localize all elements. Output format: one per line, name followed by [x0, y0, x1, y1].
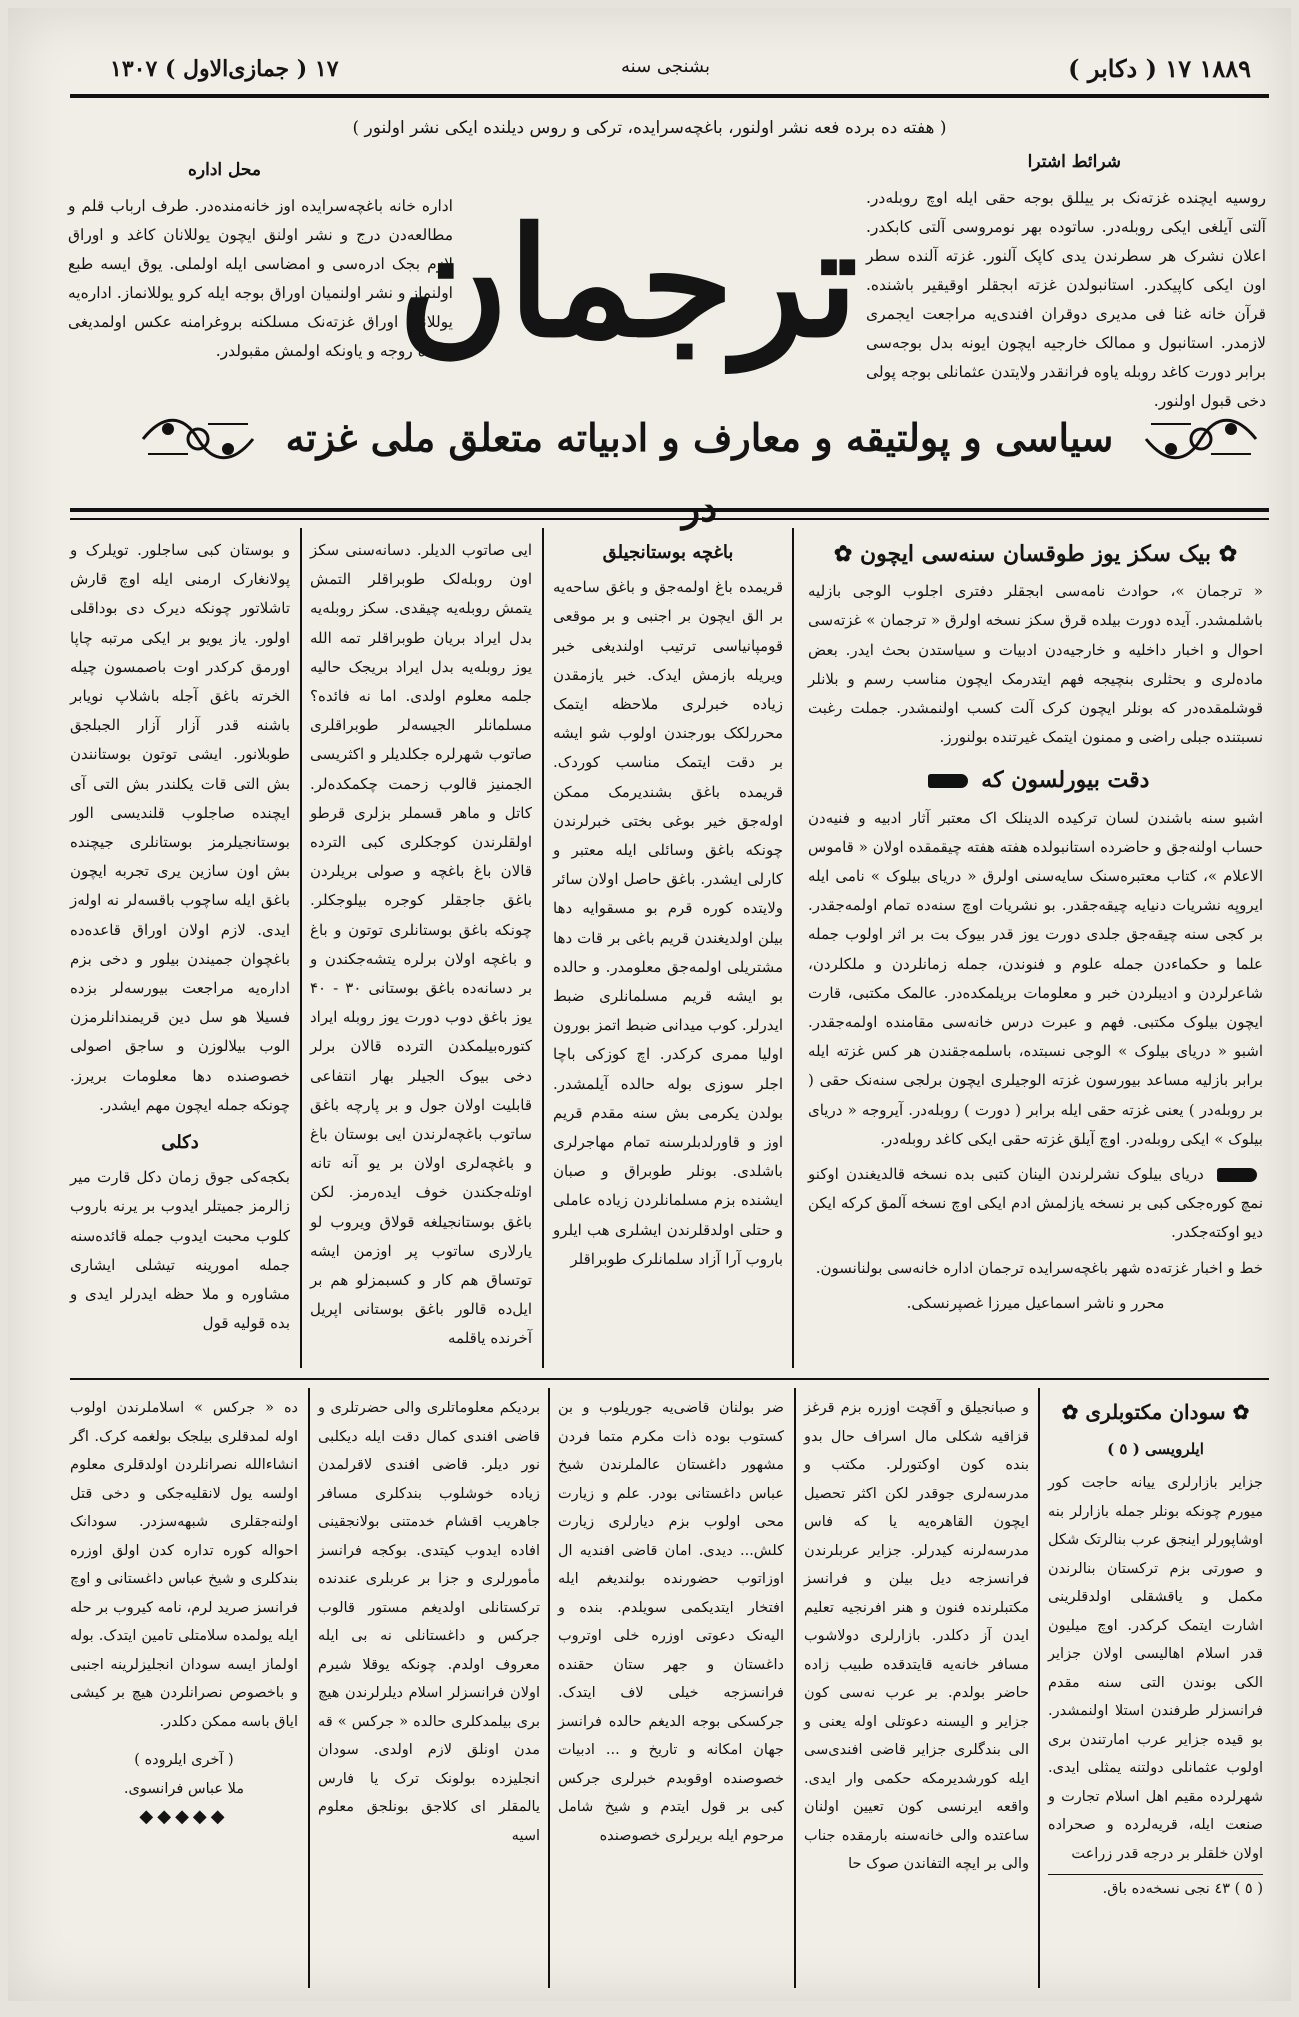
hijri-day-month: ۱۷ ( جمازی‌الاول ) — [164, 56, 339, 82]
attention-heading — [808, 766, 1263, 795]
column-tobacco-cont — [310, 536, 532, 1354]
announcement-heading-text: بیک سکز یوز طوقسان سنه‌سی ایچون — [859, 541, 1212, 567]
column-sudan-3 — [558, 1394, 784, 1850]
right-ornament-icon — [1141, 409, 1261, 469]
column-announcement — [808, 536, 1263, 1318]
sudan-footnote: ( ٥ ) ٤٣ نجی نسخه‌ده باق. — [1048, 1874, 1263, 1904]
column-sudan-4 — [318, 1394, 540, 1850]
top-rule — [70, 94, 1269, 98]
col-divider-2 — [542, 528, 544, 1368]
news-text: و بوستان کبی ساجلور. تویلرک و پولانغارک ارمنی ایله اوچ قارش تاشلاتور چونکه دیرک دی بوداقلی اولور. یاز یویو بر ایکی مرتبه چاپا اورمق کرکدر اوت باصمسون چیله الخرته باغق آجله باشلاپ نویابر باشنه قدر آزار آزار الجبلجق طوبلانور. ایشی توتون بوستانندن بش التی قات یکلندر بش التی آی ایچنده صاجلوب قلندیسی الور بوستانجیلرمز بوستانلری جیچنده بش اون سازین یری تجربه ایچون باغق ایله ساچوب باقسه‌لر نه اوله‌ز ایدی. لازم اولان اوراق قاعده‌ده باغچوان جمیندن بیلور و دخی بزم اداره‌یه مراجعت بیورسه‌لر بزده فسیلا هو سل دین قریمندانلرمزن الوب بیلالوزن و ساجق اصولی خصوصنده دها معلومات بریرز. چونکه جمله ایچون مهم ایشدر. — [70, 541, 290, 1114]
masthead-rule-2 — [70, 518, 1269, 520]
sudan-heading — [1048, 1398, 1263, 1427]
tobacco-text: قریمده باغ اولمه‌جق و باغق ساحه‌یه بر الق ایچون بر اجنبی و بر موقعی قومپانیاسی ترتیب اولندیغی خبر ویریله بازمش ایدک. خبر یازمقدن زیاده خبرلری ملاحظه ایتمک محررلکک بورجندن اولوب شو ایشه بر دقت ایتمک مناسب کوردک. قریمده باغق بشندیرمک ممکن اوله‌جق خیر بوغی بختی خبرلرندن چونکه باغق وسائلی ایله معتبر و کارلی ایشدر. باغق حاصل اولان سائر ولایتده کوره قرم بو مسقوایه دها بیلن اولدیغندن قریم باغی بر قات دها مشتریلی اولمه‌جق معلومدر. و حالده بو ایشه قریم مسلمانلری ضبط ایدرلر. کوب میدانی ضبط اتمز بورون اولیا ممری کرکدر. اچ کوزکی باچا اجلر سوزی بوله حالده آیلمشدر. بولدن یکرمی بش سنه مقدم قریم اوز و قاورلدبلرسنه تمام مهاجرلری باشلدی. بونلر طوبراق و صبان ایشنده بزم مسلمانلردن زیاده عاملی و حتلی اولدقلرندن ایشلری هب ایلرو باروب آرا آزاد سلمانلرک طوبراقلر — [553, 578, 783, 1268]
column-news — [70, 536, 290, 1338]
sudan-subheading: ایلرویسی ( ٥ ) — [1107, 1439, 1204, 1458]
tobacco-heading-text: باغچه بوستانجیلق — [602, 542, 734, 563]
newspaper-page — [8, 8, 1291, 2001]
flower-icon: ✿ — [1061, 1400, 1079, 1424]
masthead-title: ترجمان — [398, 195, 858, 371]
masthead-tagline: سیاسی و پولتیقه و معارف و ادبیاته متعلق ملی غزته در — [285, 415, 1114, 530]
announcement-intro: « ترجمان »، حوادث نامه‌سی ابجقلر دفتری اجلوب الوجی بازلیه باشلمشدر. آیده دورت بیلده قرق سکز نسخه اولرق « ترجمان » غزته‌سی احوال و اخبار داخلیه و خارجیه‌دن ادبیات و سیاستدن بحث ایدر. بعض ماده‌لری و بحثلری بنچیجه فهم ایتدرمک ایچون مناسب رسم و بلانلر قوشلمقده‌در که بونلر ایچون کرک آلت کسب اولنمشدر. جملت رغبت نسبتنده جبلی راضی و ممنون ایتمک غیرتنده بولنورز. — [808, 582, 1263, 747]
sudan-text-3: ضر بولنان قاضی‌یه جوریلوب و بن کستوب بوده ذات مکرم متما فردن مشهور داغستان عالملرندن شیخ عباس داغستانی بودر. علم و زیارت محی اولوب بزم دیارلری زیارت کلش... دیدی. امان قاضی افندیه ال اوزاتوب حضورنده بولندیغم ایله افتخار ایتدیکمی سویلدم. بنده و الیه‌نک دعوتی اوزره خلی اوتروب داغستان و جهر ستان حقنده فرانسزجه خیلی لاف ایتدک. جرکسکی بوجه الدیغم حالده فرانسز جهان امکانه و تاریخ و ... ادبیات خصوصنده اوقوبدم خبرلری جرکس کبی بر قول ایتدم و شیخ شامل مرحوم ایله بریرلری خصوصنده — [558, 1400, 784, 1844]
subscription-title-text: شرائط اشترا — [1027, 152, 1121, 172]
date-line — [70, 50, 1261, 90]
gregorian-day-month: ۱۷ ( دکابر ) — [1068, 54, 1192, 83]
announcement-heading — [808, 540, 1263, 569]
news-heading — [70, 1128, 290, 1157]
author-name: ملا عباس فرانسوی. — [123, 1780, 245, 1797]
edition-label: بشنجی سنه — [620, 56, 710, 77]
column-sudan — [1048, 1394, 1263, 1904]
continued-note: ( آخری ایلروده ) — [134, 1752, 234, 1768]
pointing-hand-icon — [1217, 1168, 1257, 1182]
sudan-text: جزایر بازارلری ییانه حاجت کور میورم چونکه بونلر جمله بازارلر بنه اوشاپورلر اینجق عرب بنالرتک شکل و صورتی بزم ترکستان بنالرندن مکمل و یاقشقلی اولدقلرینی اشارت ایتمک کرکدر. اوچ میلیون قدر اسلام اهالیسی اولان جزایر الکی بوندن التی سنه مقدم فرانسزلر طرفندن استلا اولنمشدر. بو قیده جزایر عرب امارتندن بری اولوب عثمانلی دولتنه یمثلی ایدی. شهرلرده مقیم اهل اسلام تجارت و صنعت ایله، قریه‌لرده و صحراده اولان خلقلر بر درجه قدر زراعت — [1048, 1475, 1263, 1862]
office-title — [188, 160, 261, 180]
sudan-heading-text: سودان مکتوبلری — [1085, 1400, 1226, 1424]
column-tobacco — [553, 536, 783, 1274]
news-heading-text: دکلی — [161, 1132, 199, 1154]
subscription-text: روسیه ایچنده غزته‌نک بر ییللق بوجه حقی ایله اوچ روبله‌در. آلتی آیلغی ایکی روبله‌در. ساتوده بهر نومروسی آلتی کابکدر. اعلان نشرک هر سطرندن یدی کاپک آلنور. غزته آلنده سطر اون ایکی کاپیکدر. استانبولدن غزته ابجقلر اوقیقیر باشنده. قرآن خانه‌ غنا فی مدیری دوقران افندی‌یه مراجعت ایجمری لازمدر. استانبول و ممالک خارجیه ایچون ایونه بدل بوجه‌سی برابر دورت کاغد روبله یاوه فرانقدر ولایتدن عثمانلی بوجه پولی دخی قبول اولنور. — [866, 189, 1266, 410]
gregorian-date — [1068, 54, 1251, 83]
address-line: خط و اخبار غزته‌ده شهر باغچه‌سرایده ترجمان اداره خانه‌سی بولنانسون. — [815, 1258, 1263, 1277]
sudan-text-4: بردیکم معلوماتلری والی حضرتلری و قاضی افندی کمال دقت ایله دیکلبی نور دیلر. قاضی افندی لاقرلمدن زیاده خوشلوب بندکلری مسافر جاهریب اقشام خدمتنی بولانجقینی افاده ایدوب کیتدی. بوکجه فرانسز مأمورلری و جزا بر عربلری عندنده ترکستانلی اولدیغم مستور قالوب جرکس و داغستانلی نه بی ایله معروف اولدم. چونکه یوقلا شیرم اولان فرانسزلر اسلام دیلرلرندن هیچ بری بیلمدکلری حالده « جرکس » قه مدن اونلق لازم اولدی. سودان انجلیزده بولونک ترک یا فارس یا‌لمقلر ای کلاجق بونلجق معلوم اسیه — [318, 1400, 540, 1844]
subscription-title — [1028, 152, 1121, 172]
tobacco-heading — [553, 538, 783, 567]
news-text-2: بکجه‌کی جوق زمان دکل قارت میر زالرمز جمیتلر ایدوب بر یرنه باروب کلوب محبت ایدوب جمله قائده‌سنه جمله امورینه تیشلی ایشاری مشاوره و ملا حظه ایدرلر ایدی و بده قولیه قول — [70, 1168, 290, 1333]
sudan-text-2: و صبانجیلق و آقچت اوزره بزم قرغز قزاقیه شکلی مال اسراف حال بدو بنده کون اوکتورلر. مکتب و مدرسه‌لری جوقدر لکن اکثر تحصیل ایچون القاهره‌یه یا که فاس مدرسه‌لرنه کیدرلر. جزایر عربلرندن فرانسزجه دیل بیلن و فرانسز مکتبلرنده فنون و هنر افرنجیه تعلیم ایدن آز دکلدر. بازارلری دولاشوب مسافر خانه‌یه قایتدقده طبیب زاده حاضر بولدم. بر عرب نه‌سی کون جزایر و الیسنه دعوتلی اوله یعنی و الی بندگلری جزایر قاضی افندی‌سی ایله کورشدیرمکه حکمی وار ایدی. واقعه ایرنسی کون تعیین اولنان ساعتده والی خانه‌سنه بارمقده جناب والی بر ایچه التفاندن صوک حا — [804, 1400, 1029, 1872]
publication-subtitle: ( هفته ده برده فعه نشر اولنور، باغچه‌سرایده، ترکی و روس دیلنده ایکی نشر اولنور ) — [352, 118, 947, 138]
flower-icon: ✿ — [1232, 1400, 1250, 1424]
lower-divider-1 — [308, 1388, 310, 1988]
hijri-year: ۱۳۰۷ — [110, 56, 158, 82]
flower-icon: ✿ — [833, 541, 853, 567]
masthead-rule-1 — [70, 508, 1269, 512]
masthead — [398, 168, 858, 398]
attention-heading-text: دقت بیورلسون که — [981, 767, 1150, 794]
office-text: اداره خانه باغچه‌سرایده اوز خانه‌منده‌در. طرف ارباب قلم و مطالعه‌دن درج و نشر اولنق ایچون یوللانان کاغد و اوراق لازم بجک ادره‌سی و امضاسی ایله اولملی. یوق ایسه طبع اولنماز و نشر اولنمیان اوراق بوجه ایله کرو یوللانماز. اداره‌یه یوللانان اوراق غزته‌نک مسلکنه بروغرامنه عکس اولمدیغی حالده روجه و یاونکه اولمش مقبولدر. — [68, 197, 453, 360]
col-divider-3 — [792, 528, 794, 1368]
lower-divider-2 — [548, 1388, 550, 1988]
column-sudan-2 — [804, 1394, 1029, 1879]
sudan-text-5: ده « جرکس » اسلاملرندن اولوب اوله لمدقلری بیلجک بولغمه کرک. اگر انشاءالله نصرانلردن اولدقلری معلوم اولسه یول لانقلیه‌جکی و دخی قتل اولنه‌جقلری شبهه‌سزدر. سودانک احواله کوره تداره کدن اولق اوزره بندکلری و شیخ عباس داغستانی و اوچ فرانسز صرید لرم، نامه کیروب بر حله ایله یولمده سلامتلی تامین ایتدک. بوله اولماز ایسه سودان انجلیزلرینه اجنبی و باخصوص نصرانلردن هیچ بر کیشی ایاق باسه ممکن دکلدر. — [70, 1400, 298, 1730]
tobacco-cont-text: ایی صاتوب الدیلر. دسانه‌سنی سکز اون روبله‌لک طوبراقلر التمش یتمش روبله‌یه چیقدی. سکز روبله‌یه بدل ایراد بریان طوبراقلر تمه الله یوز روبله‌یه بدل ایراد بریجک حالیه جلمه معلوم اولدی. اما نه فائده؟ مسلمانلر الجیسه‌لر طوبراقلری صاتوب شهرلره جکلدیلر و اکثریسی الجمنیز قالوب زحمت چکمکده‌لر. کاتل و ماهر قسملر بزلری قرطو اولقلرندن کوجکلری کبی الترده قالان باغ باغچه و صولی بریلردن باغق جاجقلر کوجره بیلوجکلر. چونکه باغق بوستانلری توتون و باغ و باغچه اولان برلره یتشه‌جکندن و بر دسانه‌ده باغق بوستانی ۳۰ - ۴۰ یوز باغق دوب دورت یوز روبله ایراد کتوره‌بیلمکدن الترده قالان برلر دخی بیوک الجیلر بهار انتفاعی قابلیت اولان جول و بر پارچه باغق ساتوب باغچه‌لرندن ایی بوستان باغ و باغچه‌لری اولان بر یو آنه تانه اوتله‌جکندن خوف ایده‌رمز. لکن باغق بوستانجیلغه قولاق ویروب لو یارلاری ساتوب پر اوزمن ایشه توتساق هم کار و کسبمزلو هم بر ایل‌ده قالور باغق بوستانی اپریل آخرنده یاقلمه — [310, 541, 532, 1348]
col-divider-1 — [300, 528, 302, 1368]
flower-icon: ✿ — [1218, 541, 1238, 567]
gregorian-year: ۱۸۸۹ — [1199, 54, 1251, 83]
pointing-hand-icon — [928, 774, 968, 788]
office-title-text: محل اداره — [188, 160, 262, 180]
left-ornament-icon — [138, 409, 258, 469]
column-sudan-5 — [70, 1394, 298, 1832]
tagline-row — [138, 403, 1261, 530]
lower-divider-4 — [1038, 1388, 1040, 1988]
attention-note — [808, 1160, 1263, 1248]
attention-body: اشبو سنه باشندن لسان ترکیده الدینلک اک معتبر آثار ادبیه و فنیه‌دن حساب اولنه‌جق و حاضرده استانبولده هفته هفته چیقمقده اولان « قاموس الاعلام »، کتاب معتبره‌سنک سایه‌سنی اولرق « دریای بیلوک » نامی ایله ایروپه نشریات دنیایه چیقه‌جقدر. بو نشریات اوچ سنه‌ده تمام اولمه‌جقدر. بر کجی سنه چیقه‌جق جلدی دورت یوز قدر بیوک بت بر اثر اولوب جمله علما و حکماءدن جمله علوم و فنوندن، جمله زمانلردن و ملکلردن، شاعرلردن و ادیبلردن خبر و معلومات بریلمکده‌در. عالمک مکتبی، قارت ایچون بیلوک مکتبی. فهم و عبرت درس خانه‌سی مقامنده اولمه‌جقدر. اشبو « دریای بیلوک » الوجی نسبتده، باسلمه‌جقندن هر کس غزته ایله برابر بازلیه مساعد بیورسون غزته الوجیلری ایچون برلجی سنه‌نک حقی ( بر روبله‌در ) یعنی غزته حقی ایله برابر ( دورت ) روبله‌در. آیروجه « دریای بیلوک » ایکی روبله‌در. اوچ آیلق غزته حقی ایکی کاغد روبله‌در. — [808, 808, 1263, 1148]
editor-line: محرر و ناشر اسماعیل میرزا غصپرنسکی. — [906, 1293, 1165, 1312]
attention-note-text: دریای بیلوک نشرلرندن الینان کتبی بده نسخه قالدیغندن اوکنو نمچ کوره‌جکی کبی بر نسخه یازلمش ادم ایکی اوچ نسخه آلمق کرکه ایکن دیو اوکته‌جکدر. — [808, 1165, 1263, 1242]
section-rule — [70, 1378, 1269, 1380]
end-ornament-icon: ◆◆◆◆◆ — [139, 1806, 229, 1827]
lower-divider-3 — [794, 1388, 796, 1988]
